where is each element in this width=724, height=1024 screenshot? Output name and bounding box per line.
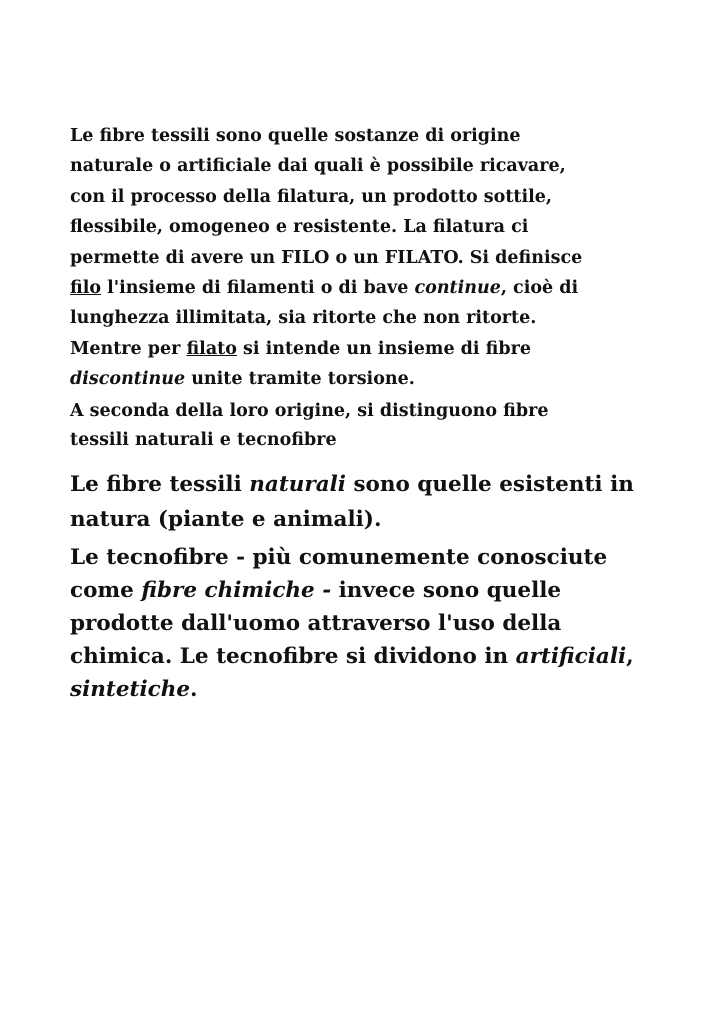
text-fragment: . xyxy=(190,677,198,702)
paragraph-origin xyxy=(70,397,660,455)
term-filo: filo xyxy=(70,278,102,299)
text-fragment: invece sono quelle xyxy=(331,578,562,603)
text-fragment: , cioè di xyxy=(500,278,579,299)
paragraph-intro xyxy=(70,121,660,395)
text-line: con il processo della filatura, un prodotto sottile, xyxy=(70,186,553,207)
paragraph-natural-fibres xyxy=(70,467,660,537)
term-filato: filato xyxy=(186,338,237,359)
text-line: tessili naturali e tecnofibre xyxy=(70,430,337,450)
text-fragment: , xyxy=(626,644,634,669)
text-line: naturale o artificiale dai quali è possibile ricavare, xyxy=(70,156,566,177)
term-discontinue: discontinue xyxy=(70,369,186,390)
paragraph-tecnofibre xyxy=(70,541,660,706)
text-line xyxy=(70,278,578,298)
text-line: A seconda della loro origine, si distinguono fibre xyxy=(70,401,549,421)
text-fragment: si intende un insieme di fibre xyxy=(236,338,531,359)
text-fragment: Le fibre tessili xyxy=(70,472,250,497)
text-line: Le tecnofibre - più comunemente conosciute xyxy=(70,545,608,570)
text-fragment: come xyxy=(70,578,142,603)
text-line xyxy=(70,472,634,497)
text-line: flessibile, omogeneo e resistente. La filatura ci xyxy=(70,217,529,238)
text-line: permette di avere un FILO o un FILATO. Si definisce xyxy=(70,247,583,268)
text-line: lunghezza illimitata, sia ritorte che non ritorte. xyxy=(70,308,537,329)
text-line xyxy=(70,339,531,359)
text-fragment: sono quelle esistenti in xyxy=(345,472,634,497)
text-line xyxy=(70,677,198,702)
text-line: natura (piante e animali). xyxy=(70,507,382,532)
term-artificiali: artificiali xyxy=(515,644,627,669)
text-line xyxy=(70,644,634,669)
term-sintetiche: sintetiche xyxy=(70,677,191,702)
text-fragment: Mentre per xyxy=(70,338,187,359)
term-fibre-chimiche: fibre chimiche - xyxy=(141,578,332,603)
text-line: prodotte dall'uomo attraverso l'uso della xyxy=(70,611,562,636)
text-fragment: unite tramite torsione. xyxy=(185,369,415,390)
text-fragment: chimica. Le tecnofibre si dividono in xyxy=(70,644,516,669)
text-line: Le fibre tessili sono quelle sostanze di origine xyxy=(70,126,521,146)
text-line xyxy=(70,369,415,389)
text-fragment: l'insieme di filamenti o di bave xyxy=(101,278,415,299)
term-continue: continue xyxy=(414,278,501,299)
text-line xyxy=(70,578,561,603)
term-naturali: naturali xyxy=(249,472,346,497)
